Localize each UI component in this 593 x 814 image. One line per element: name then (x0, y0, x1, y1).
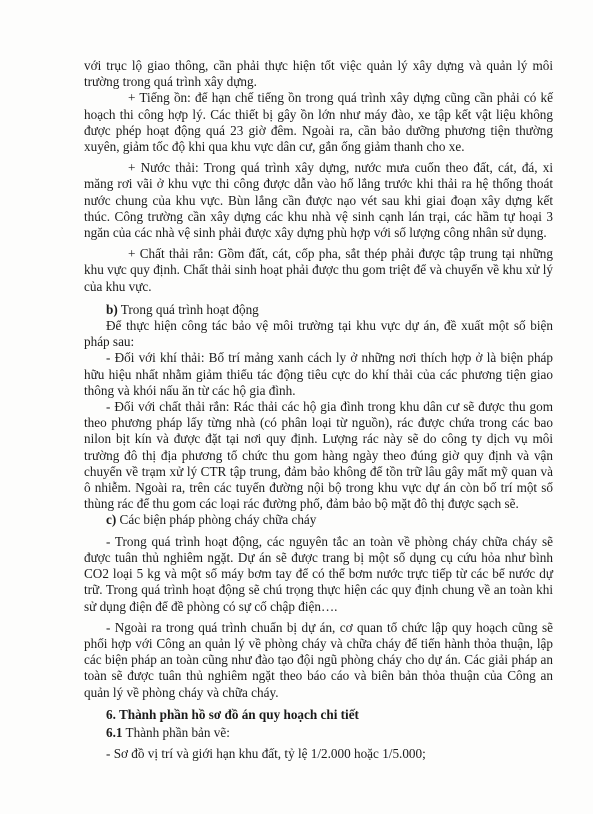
section-c-heading (84, 512, 553, 528)
section-b-intro: Để thực hiện công tác bảo vệ môi trường tại khu vực dự án, đề xuất một số biện pháp sau: (84, 318, 553, 350)
paragraph-wastewater: + Nước thải: Trong quá trình xây dựng, nước mưa cuốn theo đất, cát, đá, xi măng rơi vãi ở khu vực thi công được dẫn vào hố lắng trước khi thải ra hệ thống thoát nước chung của khu vực. Bùn lắng cần được nạo vét sau khi giai đoạn xây dựng kết thúc. Công trường cần xây dựng các khu nhà vệ sinh cạnh lán trại, các hầm tự hoại 3 ngăn của các nhà vệ sinh phải được xây dựng phù hợp với số lượng công nhân sử dụng. (84, 160, 553, 241)
section-b-item-solid-waste: - Đối với chất thải rắn: Rác thải các hộ gia đình trong khu dân cư sẽ được thu gom theo phương pháp lấy từng nhà (có phân loại từ nguồn), rác được chứa trong các bao nilon bịt kín và được đặt tại nơi quy định. Lượng rác này sẽ do công ty dịch vụ môi trường đô thị địa phương tổ chức thu gom hàng ngày theo đúng giờ quy định và vận chuyển về trạm xử lý CTR tập trung, đảm bảo không để tồn trữ lâu gây mất mỹ quan và ô nhiễm. Ngoài ra, trên các tuyến đường nội bộ trong khu vực dự án còn bố trí một số thùng rác để thu gom các loại rác đường phố, đảm bảo bộ mặt đô thị được sạch sẽ. (84, 399, 553, 512)
section-b-label: b) (106, 301, 118, 317)
section-6-heading: 6. Thành phần hồ sơ đồ án quy hoạch chi tiết (106, 706, 359, 722)
section-6-1-heading (84, 725, 553, 741)
paragraph-continuation: với trục lộ giao thông, cần phải thực hiện tốt việc quản lý xây dựng và quản lý môi trường trong quá trình xây dựng. (84, 58, 553, 90)
section-b-heading (84, 302, 553, 318)
section-c-title: Các biện pháp phòng cháy chữa cháy (119, 512, 317, 528)
section-b-title: Trong quá trình hoạt động (120, 301, 259, 317)
section-c-item-coordination: - Ngoài ra trong quá trình chuẩn bị dự án, cơ quan tổ chức lập quy hoạch cũng sẽ phối hợp với Công an quản lý về phòng cháy và chữa cháy để tiến hành thỏa thuận, lập các biện pháp an toàn cũng như đào tạo đội ngũ phòng cháy cho dự án. Các giải pháp an toàn sẽ được tuân thủ nghiêm ngặt theo báo cáo và biên bản thỏa thuận của Công an quản lý về phòng cháy và chữa cháy. (84, 619, 553, 700)
section-6-1-number: 6.1 (106, 724, 123, 740)
paragraph-noise: + Tiếng ồn: để hạn chế tiếng ồn trong quá trình xây dựng cũng cần phải có kế hoạch thi công hợp lý. Các thiết bị gây ồn lớn như máy đào, xe tập kết vật liệu không được phép hoạt động quá 23 giờ đêm. Ngoài ra, cần bảo dưỡng phương tiện thường xuyên, giảm tốc độ khi qua khu vực dân cư, gắn ống giảm thanh cho xe. (84, 90, 553, 155)
section-c-label: c) (106, 512, 117, 528)
section-6-1-item-site-map: - Sơ đồ vị trí và giới hạn khu đất, tỷ lệ 1/2.000 hoặc 1/5.000; (106, 746, 426, 762)
section-c-item-fire-safety: - Trong quá trình hoạt động, các nguyên tắc an toàn về phòng cháy chữa cháy sẽ được tuân thủ nghiêm ngặt. Dự án sẽ được trang bị một số dụng cụ cứu hỏa như bình CO2 loại 5 kg và một số máy bơm tay để có thể bơm nước trực tiếp từ các bể nước dự trữ. Trong quá trình hoạt động sẽ chú trọng thực hiện các quy định chung về an toàn khi sử dụng điện để đề phòng có sự cố chập điện…. (84, 533, 553, 614)
paragraph-solid-waste: + Chất thải rắn: Gồm đất, cát, cốp pha, sắt thép phải được tập trung tại những khu vực quy định. Chất thải sinh hoạt phải được thu gom triệt để và chuyển về khu xử lý của khu vực. (84, 246, 553, 294)
section-6-1-title: Thành phần bản vẽ: (125, 724, 230, 740)
section-b-item-emissions: - Đối với khí thải: Bố trí mảng xanh cách ly ở những nơi thích hợp ở là biện pháp hữu hiệu nhất nhằm giảm thiểu tác động tiêu cực do khí thải của các phương tiện giao thông và khói nấu ăn từ các hộ gia đình. (84, 350, 553, 398)
